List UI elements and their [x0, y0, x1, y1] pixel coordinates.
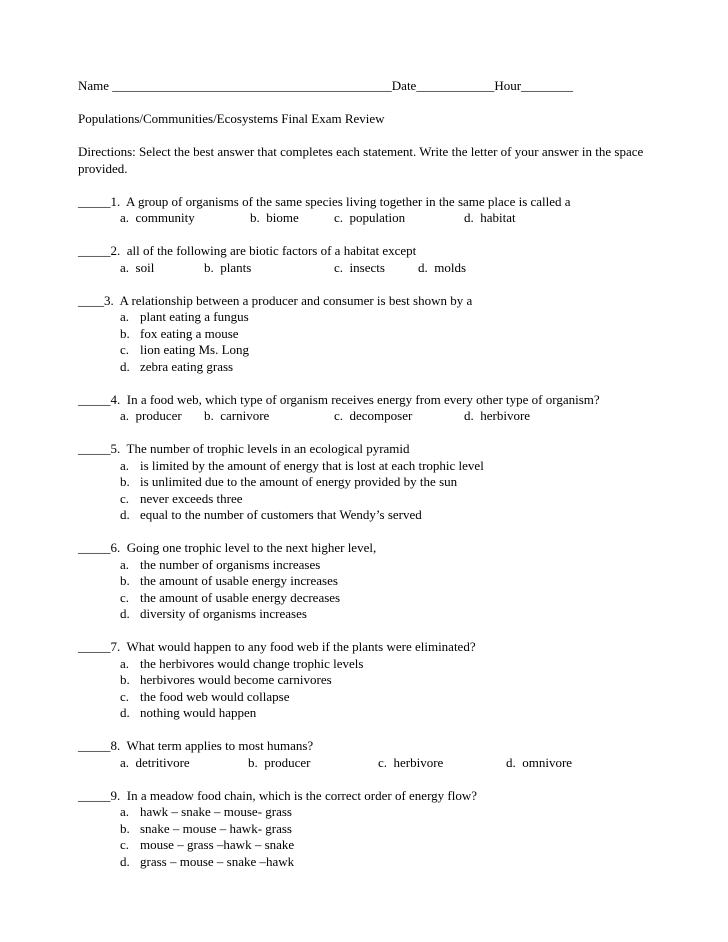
option-b: b. snake – mouse – hawk- grass [120, 820, 292, 836]
option-a: a. producer [120, 408, 182, 423]
answer-options [120, 408, 658, 425]
question-prompt: A relationship between a producer and consumer is best shown by a [113, 292, 473, 308]
option-c: c. lion eating Ms. Long [120, 342, 250, 357]
question-prompt: What would happen to any food web if the plants were eliminated? [120, 639, 476, 654]
question-text [78, 293, 658, 310]
answer-options [120, 260, 658, 277]
option-d: d. diversity of organisms increases [120, 606, 307, 621]
question-9 [78, 788, 658, 871]
question-3 [78, 293, 658, 376]
option-b: b. is unlimited due to the amount of energy provided by the sun [120, 474, 458, 489]
option-b: b. herbivores would become carnivores [120, 672, 332, 687]
question-text [78, 788, 658, 805]
option-a: a. community [120, 210, 195, 225]
option-d: d. equal to the number of customers that Wendy’s served [120, 507, 422, 522]
answer-blank: _____8. [78, 738, 121, 753]
option-d: d. molds [418, 259, 467, 275]
option-c: c. population [334, 210, 406, 225]
question-text [78, 392, 658, 409]
option-a: a. plant eating a fungus [120, 309, 249, 324]
answer-options [78, 557, 658, 623]
question-text [78, 540, 658, 557]
answer-blank: _____4. [78, 391, 121, 407]
option-b: b. producer [248, 754, 311, 770]
answer-options [120, 210, 658, 227]
question-text [78, 243, 658, 260]
option-b: b. fox eating a mouse [120, 325, 239, 341]
question-7 [78, 639, 658, 722]
answer-blank: _____9. [78, 787, 121, 803]
option-b: b. biome [250, 210, 299, 225]
question-prompt: all of the following are biotic factors of a habitat except [120, 243, 417, 258]
question-5 [78, 441, 658, 524]
option-a: a. the number of organisms increases [120, 556, 321, 572]
option-a: a. is limited by the amount of energy that is lost at each trophic level [120, 457, 484, 473]
question-prompt: Going one trophic level to the next higher level, [120, 540, 377, 555]
question-text [78, 738, 658, 755]
question-8 [78, 738, 658, 771]
answer-blank: _____6. [78, 540, 121, 555]
option-d: d. grass – mouse – snake –hawk [120, 853, 295, 869]
option-c: c. decomposer [334, 408, 413, 423]
question-text [78, 194, 658, 211]
option-c: c. insects [334, 259, 385, 275]
option-a: a. the herbivores would change trophic levels [120, 655, 364, 671]
option-d: d. zebra eating grass [120, 358, 234, 374]
worksheet-title: Populations/Communities/Ecosystems Final Exam Review [78, 111, 385, 126]
answer-blank: _____7. [78, 639, 121, 654]
option-c: c. the amount of usable energy decreases [120, 589, 341, 605]
option-b: b. carnivore [204, 408, 270, 423]
answer-blank: _____1. [78, 193, 121, 209]
answer-options [78, 458, 658, 524]
answer-blank: ____3. [78, 292, 114, 308]
answer-options [78, 656, 658, 722]
question-1 [78, 194, 658, 227]
answer-options [78, 309, 658, 375]
option-c: c. herbivore [378, 754, 444, 770]
option-b: b. the amount of usable energy increases [120, 573, 338, 588]
option-a: a. detritivore [120, 754, 190, 770]
question-text [78, 639, 658, 656]
option-d: d. habitat [464, 210, 516, 225]
question-2 [78, 243, 658, 276]
option-c: c. never exceeds three [120, 490, 243, 506]
option-a: a. soil [120, 259, 155, 275]
answer-options [78, 804, 658, 870]
worksheet-page [78, 78, 658, 870]
question-4 [78, 392, 658, 425]
answer-blank: _____2. [78, 243, 121, 258]
option-a: a. hawk – snake – mouse- grass [120, 804, 292, 819]
option-c: c. mouse – grass –hawk – snake [120, 837, 295, 852]
question-prompt: A group of organisms of the same species living together in the same place is called a [120, 193, 571, 209]
option-c: c. the food web would collapse [120, 688, 290, 704]
option-b: b. plants [204, 259, 252, 275]
question-prompt: In a meadow food chain, which is the correct order of energy flow? [120, 787, 478, 803]
answer-blank: _____5. [78, 441, 121, 456]
name-date-hour-line: Name ___________________________________________Date____________Hour________ [78, 78, 574, 93]
question-prompt: What term applies to most humans? [120, 738, 314, 753]
question-prompt: The number of trophic levels in an ecological pyramid [120, 441, 410, 456]
question-6 [78, 540, 658, 623]
question-prompt: In a food web, which type of organism receives energy from every other type of organism? [120, 391, 600, 407]
option-d: d. herbivore [464, 408, 531, 423]
option-d: d. omnivore [506, 754, 573, 770]
question-text [78, 441, 658, 458]
option-d: d. nothing would happen [120, 705, 257, 720]
answer-options [120, 755, 658, 772]
directions-text: Directions: Select the best answer that completes each statement. Write the letter of your answer in the space provided. [78, 144, 644, 176]
